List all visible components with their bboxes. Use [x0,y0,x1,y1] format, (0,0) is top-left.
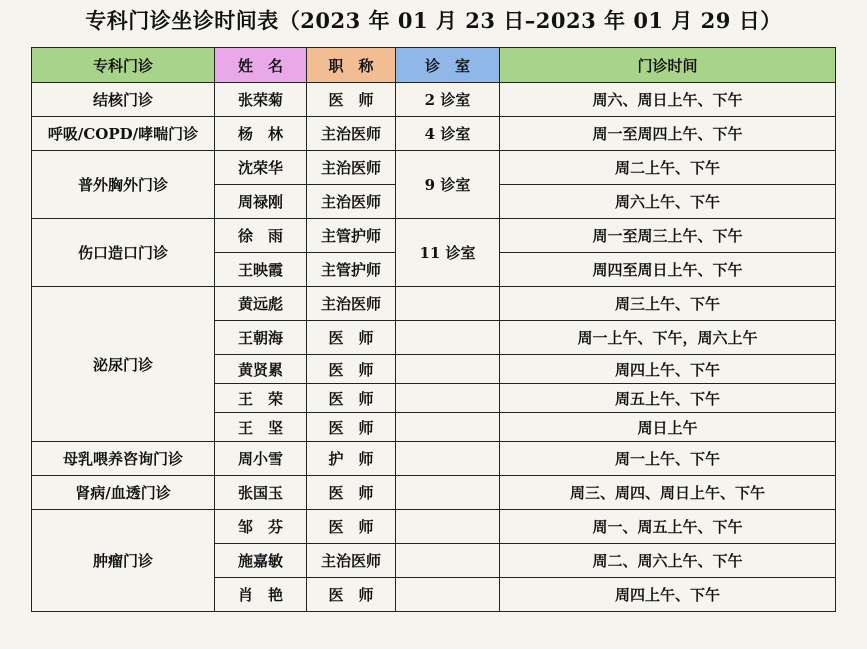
doctor-title: 医 师 [307,384,396,413]
doctor-title: 医 师 [307,413,396,442]
clinic-time: 周四上午、下午 [500,578,836,612]
doctor-title: 主治医师 [307,117,396,151]
schedule-table [31,47,836,612]
header-title: 职 称 [307,48,396,83]
table-row [32,287,836,321]
clinic-time: 周一、周五上午、下午 [500,510,836,544]
doctor-name: 肖 艳 [215,578,307,612]
doctor-name: 王 荣 [215,384,307,413]
table-row [32,219,836,253]
room-cell: 9 诊室 [396,151,500,219]
doctor-title: 主管护师 [307,253,396,287]
doctor-title: 医 师 [307,578,396,612]
clinic-time: 周六上午、下午 [500,185,836,219]
clinic-time: 周二上午、下午 [500,151,836,185]
clinic-time: 周一上午、下午 [500,442,836,476]
table-row [32,442,836,476]
dept-cell: 泌尿门诊 [32,287,215,442]
clinic-time: 周一上午、下午，周六上午 [500,321,836,355]
doctor-name: 黄远彪 [215,287,307,321]
doctor-name: 周禄刚 [215,185,307,219]
dept-cell: 肾病/血透门诊 [32,476,215,510]
room-cell: 2 诊室 [396,83,500,117]
room-cell [396,355,500,384]
clinic-time: 周六、周日上午、下午 [500,83,836,117]
room-cell [396,413,500,442]
doctor-name: 王映霞 [215,253,307,287]
dept-cell: 肿瘤门诊 [32,510,215,612]
clinic-time: 周五上午、下午 [500,384,836,413]
clinic-time: 周二、周六上午、下午 [500,544,836,578]
table-row [32,476,836,510]
doctor-title: 医 师 [307,510,396,544]
page-title: 专科门诊坐诊时间表（2023 年 01 月 23 日–2023 年 01 月 29 日） [85,8,782,33]
doctor-name: 沈荣华 [215,151,307,185]
table-row [32,83,836,117]
doctor-title: 医 师 [307,83,396,117]
room-cell [396,287,500,321]
dept-cell: 伤口造口门诊 [32,219,215,287]
header-row [32,48,836,83]
room-cell: 11 诊室 [396,219,500,287]
room-cell: 4 诊室 [396,117,500,151]
dept-cell: 普外胸外门诊 [32,151,215,219]
room-cell [396,476,500,510]
table-row [32,151,836,185]
doctor-name: 张国玉 [215,476,307,510]
doctor-name: 张荣菊 [215,83,307,117]
room-cell [396,442,500,476]
dept-cell: 结核门诊 [32,83,215,117]
clinic-time: 周一至周四上午、下午 [500,117,836,151]
doctor-title: 主管护师 [307,219,396,253]
doctor-title: 主治医师 [307,544,396,578]
doctor-title: 主治医师 [307,287,396,321]
table-row [32,117,836,151]
table-row [32,510,836,544]
doctor-name: 王 坚 [215,413,307,442]
clinic-time: 周三、周四、周日上午、下午 [500,476,836,510]
doctor-title: 主治医师 [307,185,396,219]
room-cell [396,578,500,612]
header-room: 诊 室 [396,48,500,83]
doctor-title: 医 师 [307,355,396,384]
clinic-time: 周三上午、下午 [500,287,836,321]
doctor-title: 主治医师 [307,151,396,185]
doctor-title: 护 师 [307,442,396,476]
doctor-name: 施嘉敏 [215,544,307,578]
doctor-name: 黄贤累 [215,355,307,384]
clinic-time: 周四上午、下午 [500,355,836,384]
header-dept: 专科门诊 [32,48,215,83]
room-cell [396,544,500,578]
room-cell [396,510,500,544]
doctor-name: 徐 雨 [215,219,307,253]
doctor-title: 医 师 [307,321,396,355]
doctor-name: 周小雪 [215,442,307,476]
doctor-title: 医 师 [307,476,396,510]
clinic-time: 周一至周三上午、下午 [500,219,836,253]
doctor-name: 王朝海 [215,321,307,355]
room-cell [396,321,500,355]
header-time: 门诊时间 [500,48,836,83]
header-name: 姓 名 [215,48,307,83]
doctor-name: 邹 芬 [215,510,307,544]
room-cell [396,384,500,413]
dept-cell: 呼吸/COPD/哮喘门诊 [32,117,215,151]
clinic-time: 周四至周日上午、下午 [500,253,836,287]
dept-cell: 母乳喂养咨询门诊 [32,442,215,476]
doctor-name: 杨 林 [215,117,307,151]
clinic-time: 周日上午 [500,413,836,442]
